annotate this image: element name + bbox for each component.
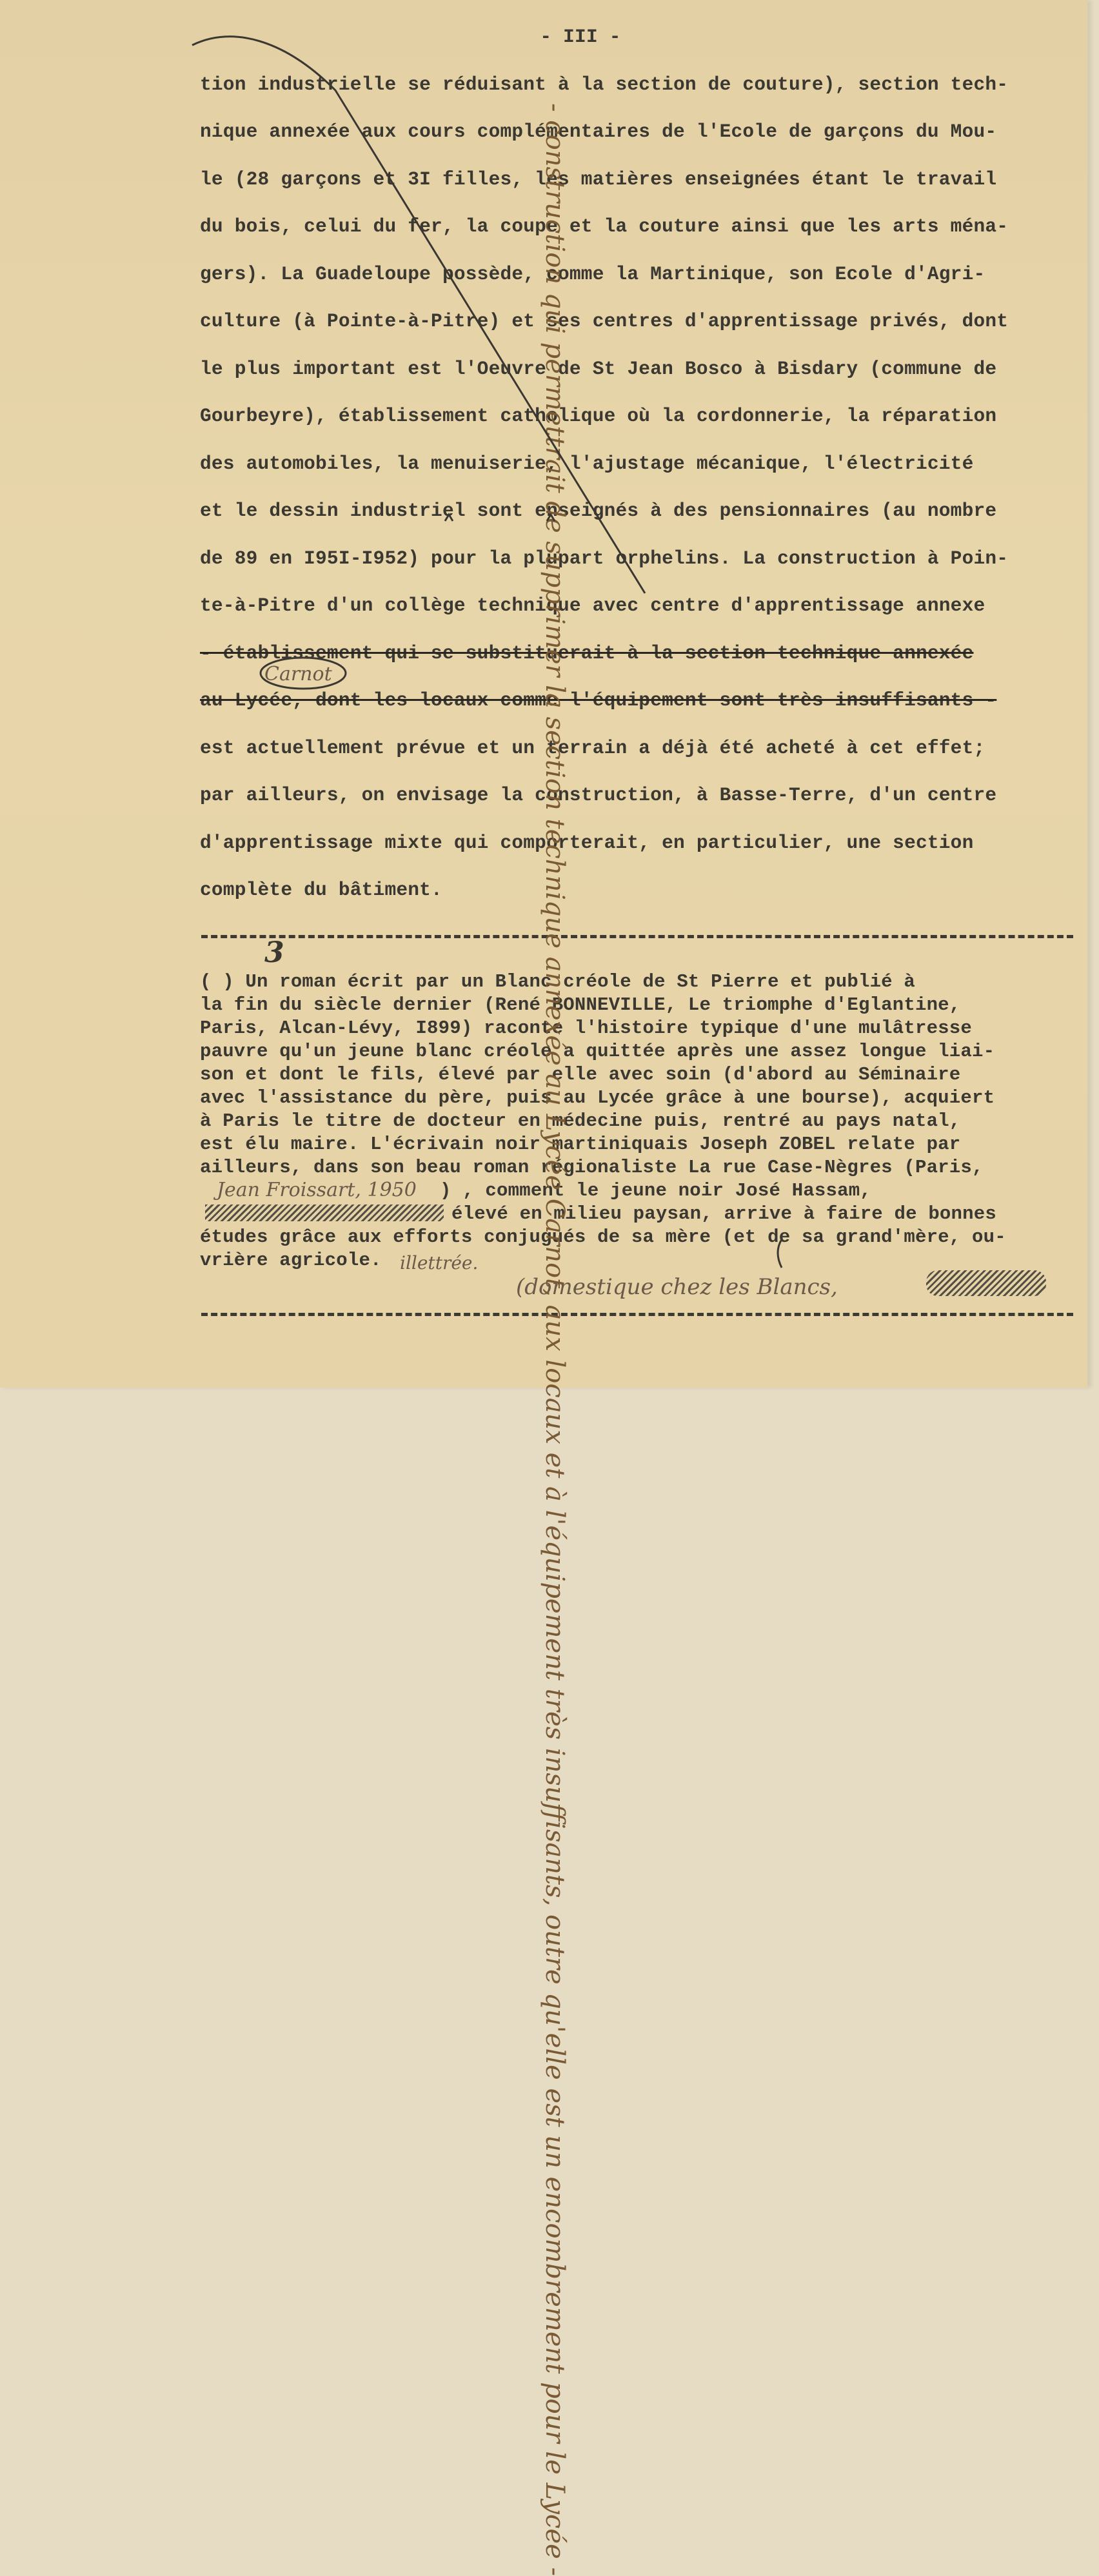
footnote-line: élevé en milieu paysan, arrive à faire de bonnes xyxy=(451,1203,996,1224)
struck-line: - établissement qui se substituerait à la section technique annexée xyxy=(200,642,974,664)
margin-note: - construction qui permettrait de supprimer la section technique annexée au Lycée Carnot, aux locaux et à l'équipement très insuffisants, outre qu'elle est un encombrement pour le Lycée - xyxy=(540,103,569,2576)
footnote-line: ailleurs, dans son beau roman régionaliste La rue Case-Nègres (Paris, xyxy=(200,1157,984,1178)
publisher-insert: Jean Froissart, 1950 xyxy=(217,1179,417,1201)
footnote-line: vrière agricole. xyxy=(200,1250,382,1271)
footnote-line: ) , comment le jeune noir José Hassam, xyxy=(440,1180,871,1201)
body-line: d'apprentissage mixte qui comporterait, en particulier, une section xyxy=(200,832,974,854)
bottom-insert: (domestique chez les Blancs, xyxy=(516,1274,838,1300)
footnote-line: avec l'assistance du père, puis au Lycée grâce à une bourse), acquiert xyxy=(200,1087,995,1108)
struck-line: au Lycée, dont les locaux comme l'équipement sont très insuffisants - xyxy=(200,689,997,711)
footnote-line: son et dont le fils, élevé par elle avec soin (d'abord au Séminaire xyxy=(200,1064,961,1085)
body-line: nique annexée aux cours complémentaires de l'Ecole de garçons du Mou- xyxy=(200,121,997,143)
footnote-number: 3 xyxy=(264,936,284,969)
body-line: complète du bâtiment. xyxy=(200,879,442,901)
body-line: des automobiles, la menuiserie, l'ajustage mécanique, l'électricité xyxy=(200,453,974,475)
footnote-line: ( ) Un roman écrit par un Blanc créole de St Pierre et publié à xyxy=(200,971,915,992)
footnote-line: Paris, Alcan-Lévy, I899) raconte l'histoire typique d'une mulâtresse xyxy=(200,1018,972,1039)
body-line: Gourbeyre), établissement catholique où la cordonnerie, la réparation xyxy=(200,405,997,427)
body-line: le (28 garçons et 3I filles, les matières enseignées étant le travail xyxy=(200,168,997,190)
footnote-line: pauvre qu'un jeune blanc créole a quittée après une assez longue liai- xyxy=(200,1041,995,1062)
page-number: - III - xyxy=(540,26,621,48)
body-line: le plus important est l'Oeuvre de St Jean Bosco à Bisdary (commune de xyxy=(200,358,997,380)
footnote-line: à Paris le titre de docteur en médecine puis, rentré au pays natal, xyxy=(200,1110,961,1132)
body-line: gers). La Guadeloupe possède, comme la Martinique, son Ecole d'Agri- xyxy=(200,263,985,285)
footnote-line: la fin du siècle dernier (René BONNEVILLE, Le triomphe d'Eglantine, xyxy=(200,994,961,1016)
footnote-line: études grâce aux efforts conjugués de sa mère (et de sa grand'mère, ou- xyxy=(200,1226,1006,1248)
body-line: est actuellement prévue et un terrain a déjà été acheté à cet effet; xyxy=(200,737,985,759)
illiterate-insert: illettrée. xyxy=(400,1252,479,1273)
body-line: de 89 en I95I-I952) pour la plupart orphelins. La construction à Poin- xyxy=(200,547,1009,569)
body-line: culture (à Pointe-à-Pitre) et ses centres d'apprentissage privés, dont xyxy=(200,310,1009,332)
circled-word: Carnot xyxy=(264,663,332,685)
body-line: par ailleurs, on envisage la construction, à Basse-Terre, d'un centre xyxy=(200,784,997,806)
body-line: tion industrielle se réduisant à la section de couture), section tech- xyxy=(200,74,1009,95)
footnote-line: est élu maire. L'écrivain noir martiniquais Joseph ZOBEL relate par xyxy=(200,1134,961,1155)
body-line: du bois, celui du fer, la coupe et la couture ainsi que les arts ména- xyxy=(200,215,1009,237)
body-line: et le dessin industriel sont enseignés à des pensionnaires (au nombre xyxy=(200,500,997,522)
body-line: te-à-Pitre d'un collège technique avec centre d'apprentissage annexe xyxy=(200,595,985,616)
